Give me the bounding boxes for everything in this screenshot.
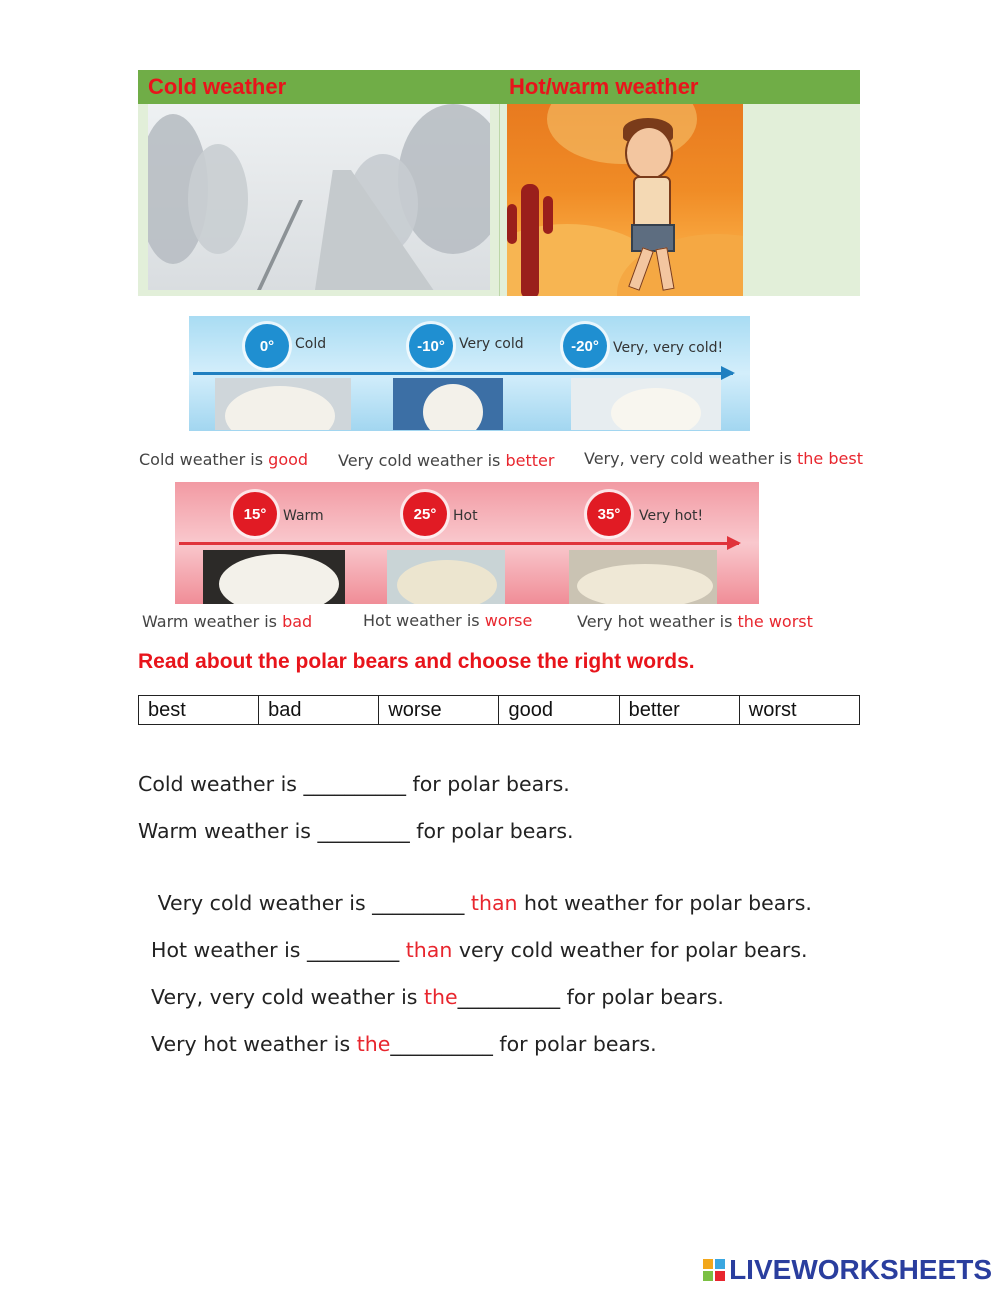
word-bank-cell: worse bbox=[379, 696, 499, 725]
arrow-right-icon bbox=[179, 542, 739, 545]
polar-bear-photo-very-very-cold bbox=[571, 378, 721, 430]
caption-text: Hot weather is bbox=[363, 611, 485, 630]
caption-text: Very hot weather is bbox=[577, 612, 738, 631]
word-bank-cell: best bbox=[139, 696, 259, 725]
word-bank-cell: better bbox=[619, 696, 739, 725]
temp-label-cold: Cold bbox=[295, 336, 327, 352]
temp-label-warm: Warm bbox=[283, 508, 324, 524]
sentence-5 bbox=[138, 961, 724, 1009]
sentence-highlight: than bbox=[470, 891, 518, 915]
temp-label-very-hot: Very hot! bbox=[639, 508, 704, 524]
snowy-road-image bbox=[148, 104, 490, 290]
sentence-6 bbox=[138, 1008, 657, 1056]
word-bank-cell: worst bbox=[739, 696, 859, 725]
hot-temperature-strip bbox=[175, 482, 759, 604]
caption-text: Warm weather is bbox=[142, 612, 283, 631]
cold-temperature-strip bbox=[189, 316, 750, 431]
caption-cold-good bbox=[139, 450, 308, 469]
sentence-text: Very hot weather is bbox=[151, 1032, 357, 1056]
sentence-text: very cold weather for polar bears. bbox=[452, 938, 808, 962]
polar-bear-photo-warm bbox=[203, 550, 345, 604]
sentence-4 bbox=[138, 914, 808, 962]
sentence-highlight: the bbox=[356, 1032, 391, 1056]
caption-very-very-cold-best bbox=[584, 449, 863, 468]
caption-text: Very cold weather is bbox=[338, 451, 506, 470]
liveworksheets-logo bbox=[703, 1254, 992, 1286]
sentence-1 bbox=[138, 772, 570, 796]
arrow-right-icon bbox=[193, 372, 733, 375]
temp-badge-25: 25° bbox=[403, 492, 447, 536]
temp-label-hot: Hot bbox=[453, 508, 478, 524]
logo-text: LIVEWORKSHEETS bbox=[729, 1254, 992, 1285]
polar-bear-photo-hot bbox=[387, 550, 505, 604]
sentence-3 bbox=[138, 867, 812, 915]
caption-text: Very, very cold weather is bbox=[584, 449, 798, 468]
polar-bear-photo-very-hot bbox=[569, 550, 717, 604]
cold-weather-header: Cold weather bbox=[148, 74, 287, 99]
temp-label-very-cold: Very cold bbox=[459, 336, 524, 352]
caption-highlight: worse bbox=[484, 611, 533, 630]
sentence-text: hot weather for polar bears. bbox=[517, 891, 812, 915]
sentence-highlight: than bbox=[405, 938, 453, 962]
sentence-text: Very, very cold weather is bbox=[151, 985, 424, 1009]
word-bank-table bbox=[138, 695, 860, 725]
temp-badge-35: 35° bbox=[587, 492, 631, 536]
hot-weather-header-cell bbox=[499, 70, 860, 104]
word-bank-cell: bad bbox=[259, 696, 379, 725]
instruction-heading: Read about the polar bears and choose the right words. bbox=[138, 650, 695, 673]
temp-label-very-very-cold: Very, very cold! bbox=[613, 340, 724, 356]
caption-hot-worse bbox=[363, 611, 532, 630]
sentence-highlight: the bbox=[423, 985, 458, 1009]
caption-very-cold-better bbox=[338, 451, 554, 470]
temp-badge-minus10: -10° bbox=[409, 324, 453, 368]
polar-bear-photo-very-cold bbox=[393, 378, 503, 430]
sentence-text: Hot weather is _________ bbox=[151, 938, 406, 962]
caption-highlight: the worst bbox=[737, 612, 813, 631]
logo-blocks-icon bbox=[703, 1259, 725, 1281]
caption-warm-bad bbox=[142, 612, 312, 631]
word-bank-cell: good bbox=[499, 696, 619, 725]
sentence-text: Warm weather is _________ for polar bears. bbox=[138, 819, 574, 843]
polar-bear-photo-cold bbox=[215, 378, 351, 430]
sentence-text: Very cold weather is _________ bbox=[151, 891, 471, 915]
caption-highlight: bad bbox=[282, 612, 313, 631]
sentence-text: __________ for polar bears. bbox=[457, 985, 724, 1009]
sentence-2 bbox=[138, 819, 574, 843]
sentence-text: Cold weather is __________ for polar bears. bbox=[138, 772, 570, 796]
hot-weather-header: Hot/warm weather bbox=[509, 74, 699, 99]
temp-badge-minus20: -20° bbox=[563, 324, 607, 368]
caption-very-hot-worst bbox=[577, 612, 813, 631]
hot-desert-boy-image bbox=[507, 104, 743, 296]
caption-highlight: better bbox=[505, 451, 555, 470]
temp-badge-15: 15° bbox=[233, 492, 277, 536]
temp-badge-0: 0° bbox=[245, 324, 289, 368]
caption-text: Cold weather is bbox=[139, 450, 269, 469]
caption-highlight: good bbox=[268, 450, 309, 469]
caption-highlight: the best bbox=[797, 449, 863, 468]
table-divider bbox=[499, 104, 500, 296]
cold-weather-header-cell bbox=[138, 70, 499, 104]
sentence-text: __________ for polar bears. bbox=[390, 1032, 657, 1056]
